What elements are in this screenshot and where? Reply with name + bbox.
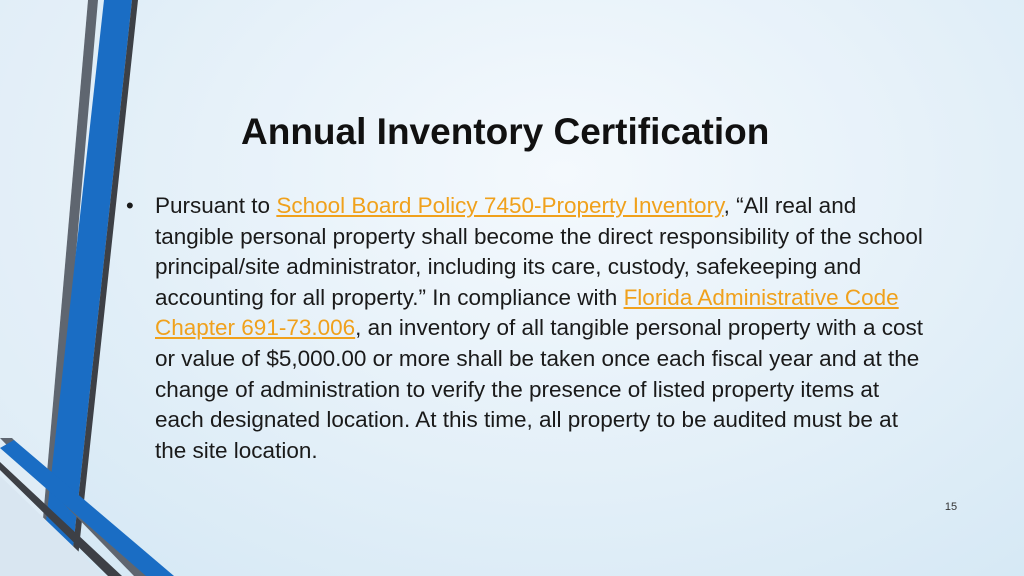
slide-title: Annual Inventory Certification xyxy=(241,111,770,152)
bullet-list xyxy=(126,191,926,466)
body-text-rest: , an inventory of all tangible personal property with a cost or value of $5,000.00 or more shall be taken once each fiscal year and at the change of administration to verify the presence of listed property items at each designated location. At this time, all property to be audited must be at the site location. xyxy=(155,315,923,463)
page-number: 15 xyxy=(944,501,958,513)
body-text-intro: Pursuant to xyxy=(155,193,277,218)
bullet-item xyxy=(126,191,926,466)
florida-admin-code-link[interactable]: Florida Administrative Code Chapter 691-73.006 xyxy=(155,284,899,341)
body-text-quote: , “All real and tangible personal property shall become the direct responsibility of the school principal/site administrator, including its care, custody, safekeeping and accounting for all property.” In compliance with xyxy=(155,193,923,310)
bullet-dot-icon: • xyxy=(126,193,134,218)
school-board-policy-link[interactable]: School Board Policy 7450-Property Inventory xyxy=(276,193,724,218)
